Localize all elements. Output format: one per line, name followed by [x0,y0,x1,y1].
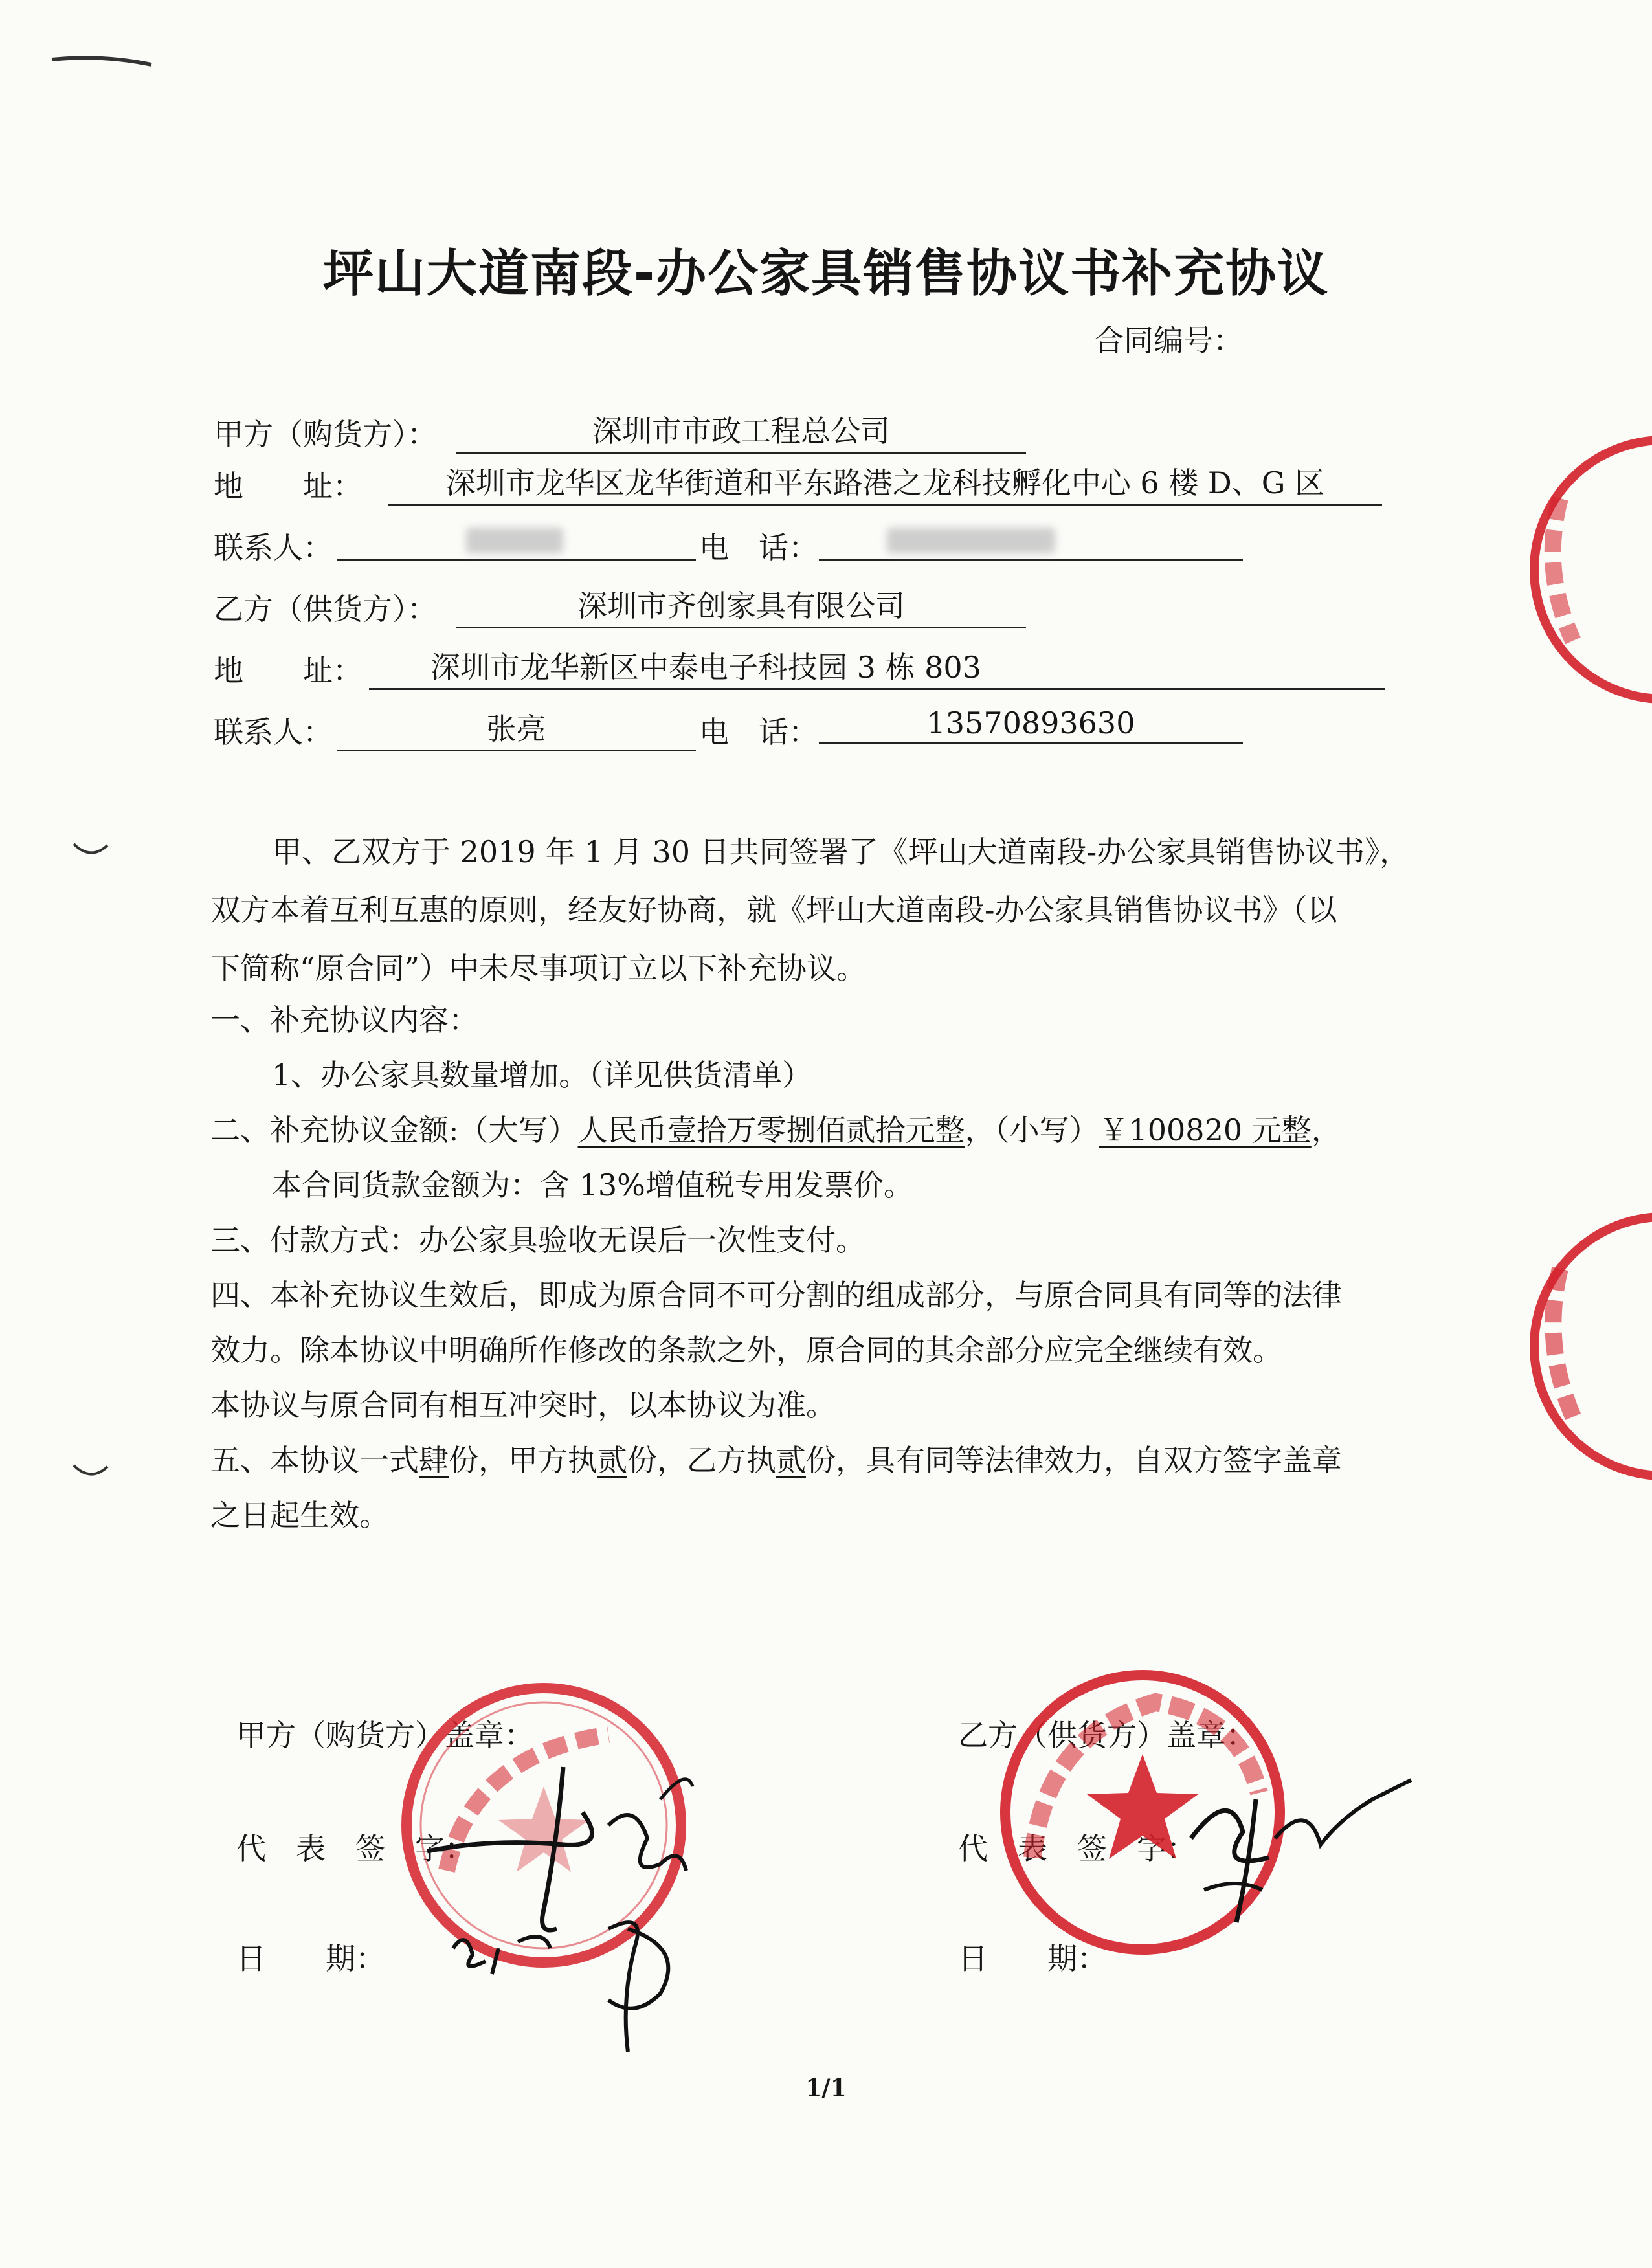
amount-lower: ￥100820 元整 [1099,1113,1312,1148]
party-a-name: 深圳市市政工程总公司 [456,408,1026,454]
copies-party-b: 贰 [776,1443,806,1478]
party-a-phone-label: 电 话： [699,530,818,565]
party-b-phone: 13570893630 [819,706,1243,744]
intro-line-3: 下简称“原合同”）中未尽事项订立以下补充协议。 [210,951,867,986]
party-a-address-label: 地 址： [214,469,363,504]
edge-seal-bottom [1515,1197,1652,1495]
page-number: 1/1 [805,2074,847,2102]
section-1-item: 1、办公家具数量增加。（详见供货清单） [272,1058,812,1093]
party-a-date-label: 日 期： [236,1941,385,1976]
copies-text-c: 份，乙方执 [627,1443,776,1478]
punch-hole-mark-bottom [71,1463,110,1482]
party-a-label: 甲方（购货方）： [214,417,437,452]
copies-text-d: 份，具有同等法律效力，自双方签字盖章 [806,1443,1342,1478]
amount-mid: ，（小写） [965,1113,1099,1148]
party-b-contact: 张亮 [337,706,696,751]
copies-total: 肆 [419,1443,449,1478]
party-b-address: 深圳市龙华新区中泰电子科技园 3 栋 803 [369,644,1385,690]
copies-text-b: 份，甲方执 [449,1443,597,1478]
party-b-name: 深圳市齐创家具有限公司 [456,583,1026,628]
section-5-line-2: 之日起生效。 [210,1498,389,1533]
section-4-line-2: 效力。除本协议中明确所作修改的条款之外，原合同的其余部分应完全继续有效。 [210,1333,1282,1368]
staple-mark [50,52,154,71]
edge-seal-top [1515,421,1652,718]
amount-prefix: 二、补充协议金额:（大写） [210,1113,578,1148]
amount-upper: 人民币壹拾万零捌佰贰拾元整 [577,1113,965,1148]
party-b-seal-label: 乙方（供货方）盖章： [958,1718,1256,1753]
section-3-payment: 三、付款方式：办公家具验收无误后一次性支付。 [210,1223,865,1258]
section-5-line-1 [210,1437,1342,1480]
document-title: 坪山大道南段-办公家具销售协议书补充协议 [322,245,1330,303]
party-a-contact-label: 联系人： [214,530,333,565]
party-a-address: 深圳市龙华区龙华街道和平东路港之龙科技孵化中心 6 楼 D、G 区 [388,460,1382,506]
intro-line-1: 甲、乙双方于 2019 年 1 月 30 日共同签署了《坪山大道南段-办公家具销售协议书》， [272,834,1410,869]
section-2-amount-line [210,1107,1341,1150]
party-a-handwritten-signature [414,1715,751,2078]
party-b-handwritten-signature [1178,1761,1424,1942]
party-b-contact-label: 联系人： [214,715,333,750]
amount-suffix: ， [1311,1113,1341,1148]
party-b-representative-label: 代 表 签 字： [958,1831,1196,1866]
intro-line-2: 双方本着互利互惠的原则，经友好协商，就《坪山大道南段-办公家具销售协议书》（以 [210,893,1337,928]
section-2-tax-note: 本合同货款金额为：含 13%增值税专用发票价。 [272,1168,913,1203]
punch-hole-mark-top [71,841,110,861]
section-4-line-1: 四、本补充协议生效后，即成为原合同不可分割的组成部分，与原合同具有同等的法律 [210,1278,1342,1313]
party-a-seal-label: 甲方（购货方）盖章： [236,1718,534,1753]
party-b-phone-label: 电 话： [699,715,818,750]
party-a-representative-label: 代 表 签 字： [236,1831,474,1866]
party-b-address-label: 地 址： [214,653,363,688]
redacted-phone-number [887,528,1055,553]
party-b-date-label: 日 期： [958,1941,1107,1976]
section-4-line-3: 本协议与原合同有相互冲突时，以本协议为准。 [210,1388,836,1423]
contract-number-label: 合同编号： [1094,323,1243,358]
copies-text-a: 五、本协议一式 [210,1443,419,1478]
copies-party-a: 贰 [597,1443,627,1478]
section-1-title: 一、补充协议内容： [210,1003,478,1038]
redacted-contact-name [466,528,563,553]
party-b-label: 乙方（供货方）： [214,592,437,627]
